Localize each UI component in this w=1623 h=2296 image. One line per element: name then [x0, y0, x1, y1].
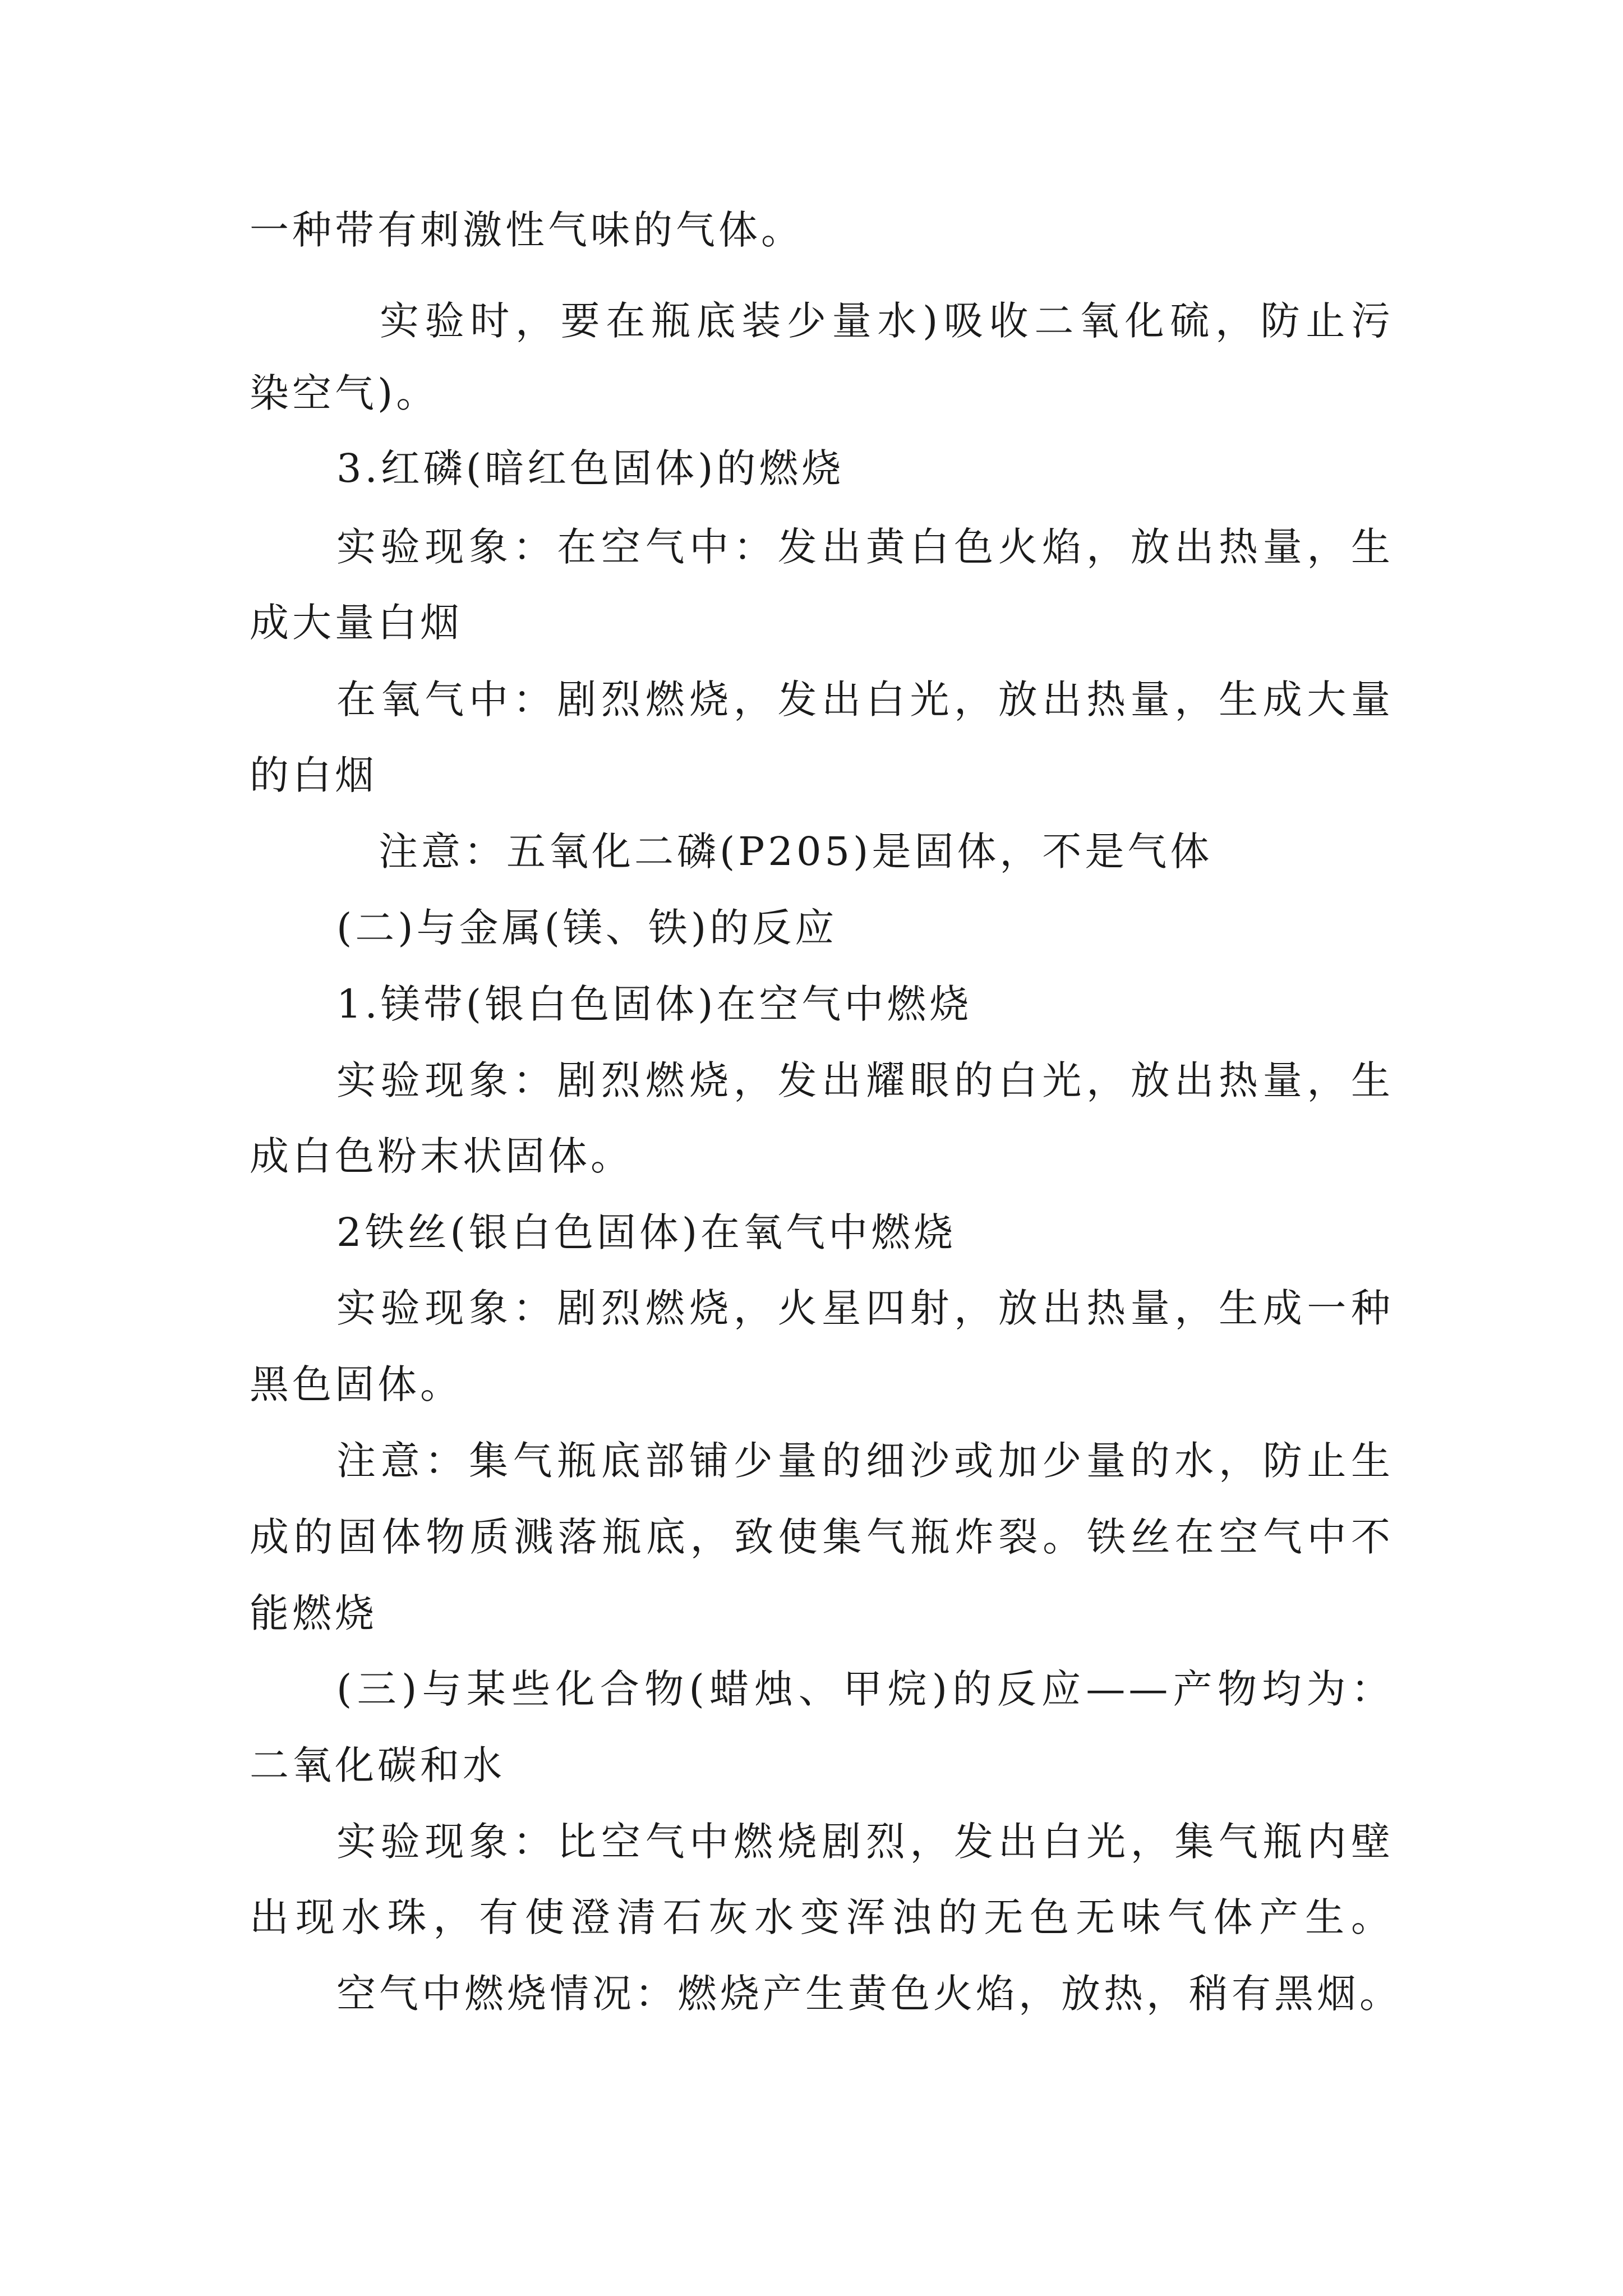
text-line: 2铁丝(银白色固体)在氧气中燃烧 — [336, 1209, 957, 1255]
text-line: 成的固体物质溅落瓶底，致使集气瓶炸裂。铁丝在空气中不 — [250, 1514, 1394, 1560]
text-line: 染空气)。 — [250, 370, 439, 416]
text-line: 二氧化碳和水 — [250, 1742, 505, 1788]
text-line: 实验现象：剧烈燃烧，发出耀眼的白光，放出热量，生 — [336, 1057, 1394, 1103]
text-line: 的白烟 — [250, 752, 377, 798]
text-line: 空气中燃烧情况：燃烧产生黄色火焰，放热，稍有黑烟。 — [336, 1971, 1402, 2017]
text-line: 实验现象：比空气中燃烧剧烈，发出白光，集气瓶内壁 — [336, 1819, 1394, 1865]
text-line: 实验现象：剧烈燃烧，火星四射，放出热量，生成一种 — [336, 1285, 1394, 1331]
text-line: 3.红磷(暗红色固体)的燃烧 — [336, 445, 845, 491]
text-line: 成大量白烟 — [250, 600, 463, 646]
text-line: 实验现象：在空气中：发出黄白色火焰，放出热量，生 — [336, 524, 1394, 570]
text-line: 注意：五氧化二磷(P205)是固体，不是气体 — [379, 829, 1213, 875]
text-line: 1.镁带(银白色固体)在空气中燃烧 — [336, 981, 972, 1027]
text-line: 实验时，要在瓶底装少量水)吸收二氧化硫，防止污 — [380, 298, 1394, 344]
text-line: 一种带有刺激性气味的气体。 — [250, 207, 804, 253]
text-line: (三)与某些化合物(蜡烛、甲烷)的反应——产物均为： — [336, 1666, 1394, 1712]
text-line: 出现水珠，有使澄清石灰水变浑浊的无色无味气体产生。 — [250, 1894, 1394, 1940]
text-line: 成白色粉末状固体。 — [250, 1133, 633, 1179]
text-line: 注意：集气瓶底部铺少量的细沙或加少量的水，防止生 — [336, 1438, 1394, 1484]
text-line: 在氧气中：剧烈燃烧，发出白光，放出热量，生成大量 — [336, 677, 1394, 723]
text-line: (二)与金属(镁、铁)的反应 — [336, 905, 838, 951]
text-line: 能燃烧 — [250, 1590, 377, 1636]
text-line: 黑色固体。 — [250, 1361, 463, 1407]
